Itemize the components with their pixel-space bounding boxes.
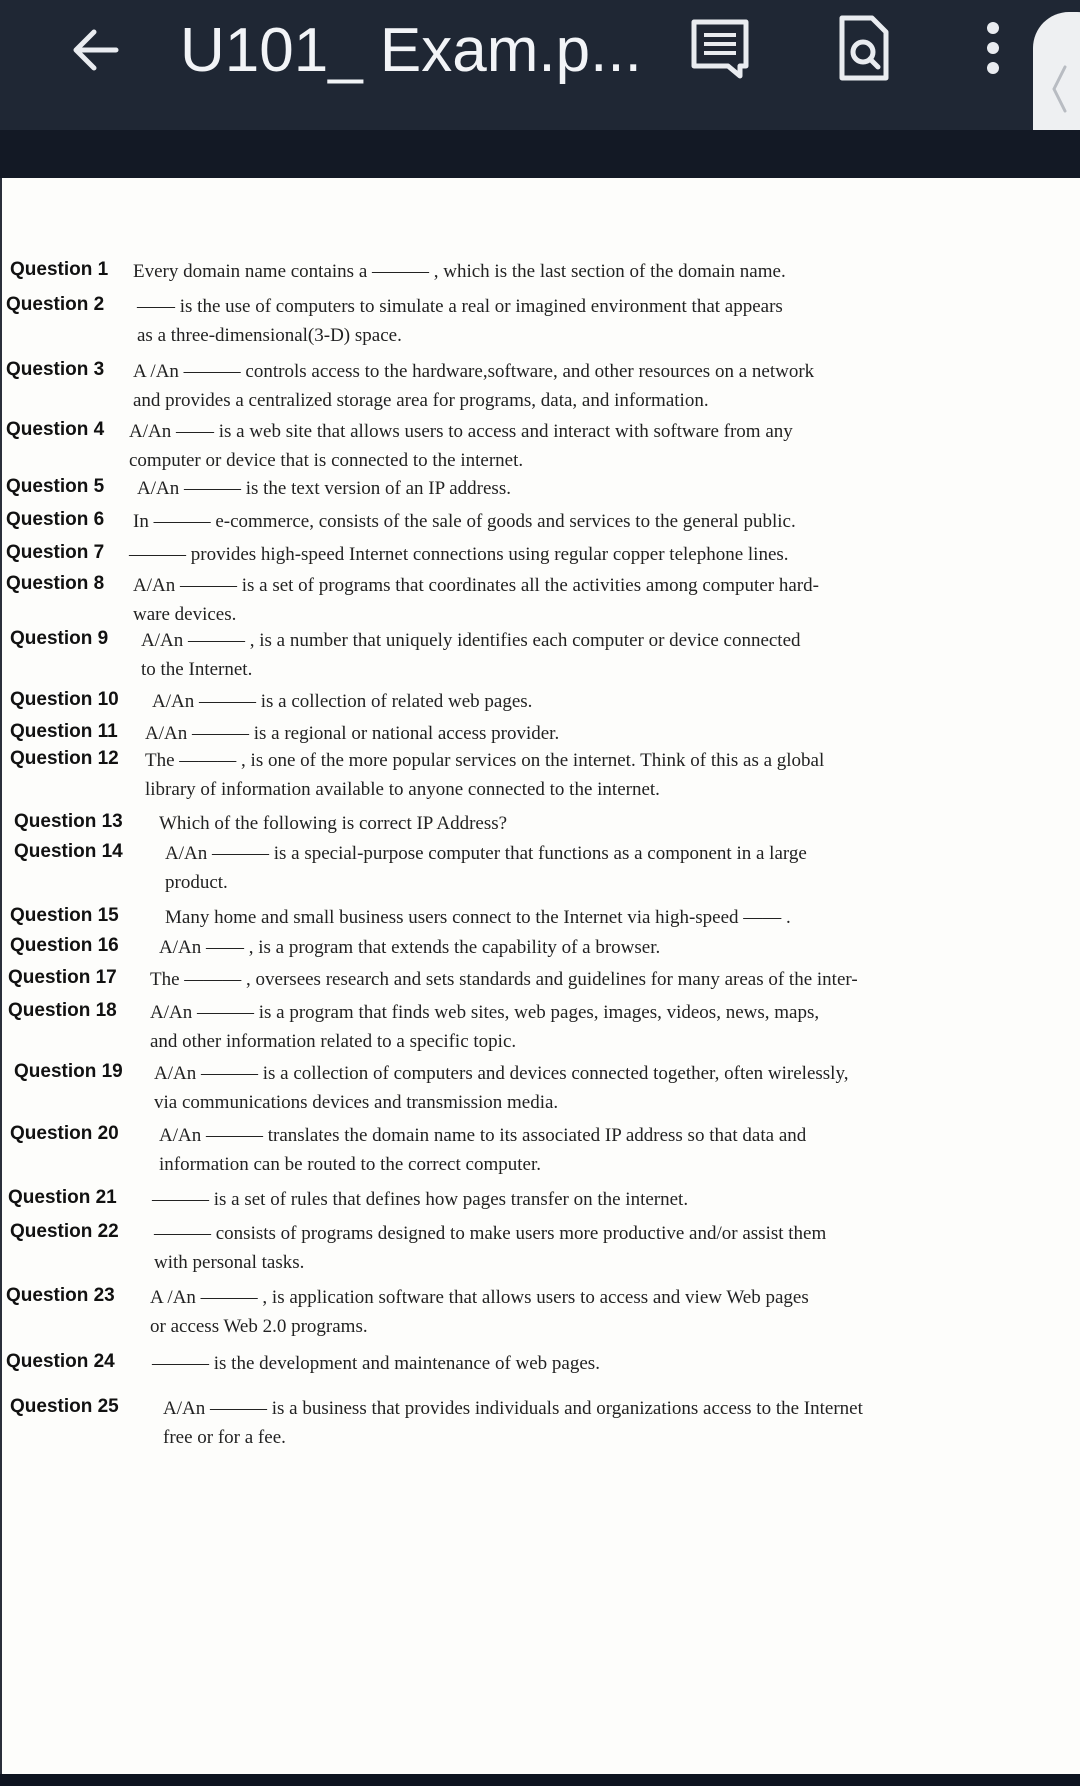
question-text-line: A/An ——— , is a number that uniquely identifies each computer or device connected [141, 630, 801, 651]
document-search-icon [836, 14, 892, 87]
question-text-line: A/An ——— is a program that finds web sites, web pages, images, videos, news, maps, [150, 1002, 820, 1023]
back-button[interactable] [56, 12, 136, 92]
question-text-line: ware devices. [133, 604, 237, 625]
question-label: Question 21 [8, 1187, 117, 1208]
more-vertical-icon [983, 18, 1003, 83]
question-label: Question 16 [10, 935, 119, 956]
question-label: Question 3 [6, 359, 105, 380]
question-label: Question 20 [10, 1123, 119, 1144]
question-text-line: library of information available to anyone connected to the internet. [145, 779, 660, 800]
question-text-line: ——— is the development and maintenance of web pages. [152, 1353, 600, 1374]
question-label: Question 23 [6, 1285, 115, 1306]
toolbar-shadow [0, 130, 1080, 178]
question-label: Question 1 [10, 259, 109, 280]
question-text-line: A/An ——— is a collection of related web pages. [152, 691, 533, 712]
question-text-line: free or for a fee. [163, 1427, 286, 1448]
question-text-line: A/An ——— translates the domain name to its associated IP address so that data and [159, 1125, 807, 1146]
pdf-page[interactable] [0, 178, 1080, 1774]
question-text-line: and provides a centralized storage area for programs, data, and information. [133, 390, 709, 411]
question-text-line: —— is the use of computers to simulate a real or imagined environment that appears [137, 296, 783, 317]
question-text-line: computer or device that is connected to the internet. [129, 450, 524, 471]
question-label: Question 24 [6, 1351, 115, 1372]
question-text-line: A /An ——— , is application software that allows users to access and view Web pages [150, 1287, 809, 1308]
question-label: Question 14 [14, 841, 123, 862]
question-label: Question 8 [6, 573, 105, 594]
question-label: Question 17 [8, 967, 117, 988]
app-bar [0, 0, 1080, 130]
question-text-line: A/An —— is a web site that allows users to access and interact with software from any [129, 421, 793, 442]
question-text-line: A/An ——— is a regional or national access provider. [145, 723, 560, 744]
question-text-line: Every domain name contains a ——— , which is the last section of the domain name. [133, 261, 786, 282]
question-text-line: product. [165, 872, 228, 893]
more-options-button[interactable] [968, 10, 1018, 90]
question-text-line: or access Web 2.0 programs. [150, 1316, 368, 1337]
question-text-line: ——— provides high-speed Internet connections using regular copper telephone lines. [129, 544, 789, 565]
question-text-line: A/An ——— is a special-purpose computer that functions as a component in a large [165, 843, 807, 864]
question-label: Question 19 [14, 1061, 123, 1082]
document-title: U101_ Exam.p... [180, 16, 642, 85]
chevron-left-icon [1049, 63, 1069, 120]
question-text-line: information can be routed to the correct computer. [159, 1154, 541, 1175]
question-text-line: The ——— , oversees research and sets standards and guidelines for many areas of the inter- [150, 969, 858, 990]
question-text-line: A/An —— , is a program that extends the capability of a browser. [159, 937, 661, 958]
question-label: Question 4 [6, 419, 105, 440]
question-label: Question 13 [14, 811, 123, 832]
question-text-line: A /An ——— controls access to the hardware,software, and other resources on a network [133, 361, 815, 382]
arrow-left-icon [68, 22, 124, 83]
question-label: Question 12 [10, 748, 119, 769]
question-label: Question 15 [10, 905, 119, 926]
question-label: Question 11 [10, 721, 118, 742]
search-in-document-button[interactable] [824, 10, 904, 90]
question-text-line: with personal tasks. [154, 1252, 305, 1273]
question-text-line: A/An ——— is a set of programs that coordinates all the activities among computer hard- [133, 575, 819, 596]
question-text-line: The ——— , is one of the more popular services on the internet. Think of this as a global [145, 750, 825, 771]
question-text-line: ——— is a set of rules that defines how pages transfer on the internet. [152, 1189, 689, 1210]
question-text-line: A/An ——— is a collection of computers and devices connected together, often wirelessly, [154, 1063, 849, 1084]
question-text-line: as a three-dimensional(3-D) space. [137, 325, 402, 346]
question-text-line: In ——— e-commerce, consists of the sale of goods and services to the general public. [133, 511, 796, 532]
question-label: Question 5 [6, 476, 105, 497]
question-text-line: to the Internet. [141, 659, 253, 680]
question-text-line: A/An ——— is the text version of an IP address. [137, 478, 511, 499]
question-text-line: Which of the following is correct IP Address? [159, 813, 508, 834]
question-label: Question 25 [10, 1396, 119, 1417]
question-label: Question 6 [6, 509, 105, 530]
question-label: Question 2 [6, 294, 105, 315]
question-label: Question 10 [10, 689, 119, 710]
question-text-line: A/An ——— is a business that provides individuals and organizations access to the Internet [163, 1398, 863, 1419]
comment-icon [688, 16, 752, 85]
question-text-line: and other information related to a specific topic. [150, 1031, 517, 1052]
comment-button[interactable] [680, 10, 760, 90]
question-text-line: Many home and small business users connect to the Internet via high-speed —— . [165, 907, 791, 928]
question-label: Question 9 [10, 628, 109, 649]
question-label: Question 18 [8, 1000, 117, 1021]
question-text-line: ——— consists of programs designed to make users more productive and/or assist them [154, 1223, 827, 1244]
question-label: Question 7 [6, 542, 105, 563]
question-text-line: via communications devices and transmission media. [154, 1092, 559, 1113]
question-label: Question 22 [10, 1221, 119, 1242]
